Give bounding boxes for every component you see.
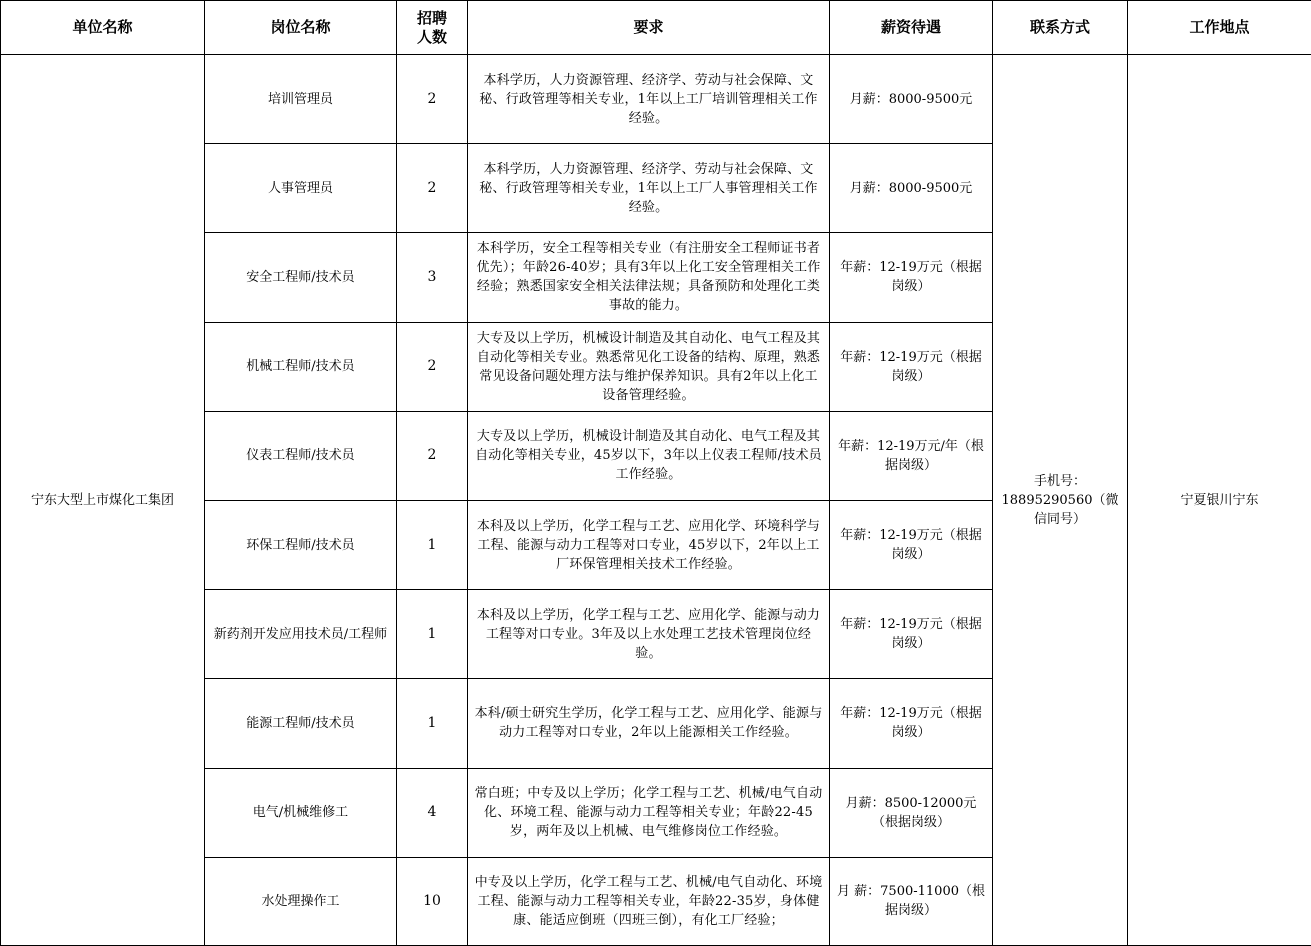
requirements-text: 本科及以上学历，化学工程与工艺、应用化学、环境科学与工程、能源与动力工程等对口专业，45岁以下，2年以上工厂环保管理相关技术工作经验。 bbox=[468, 500, 830, 589]
work-location: 宁夏银川宁东 bbox=[1128, 55, 1311, 946]
requirements-text: 本科及以上学历，化学工程与工艺、应用化学、能源与动力工程等对口专业。3年及以上水处理工艺技术管理岗位经验。 bbox=[468, 590, 830, 679]
position-name: 仪表工程师/技术员 bbox=[205, 411, 397, 500]
hire-count: 1 bbox=[397, 679, 468, 768]
position-name: 电气/机械维修工 bbox=[205, 768, 397, 857]
requirements-text: 常白班；中专及以上学历；化学工程与工艺、机械/电气自动化、环境工程、能源与动力工程等相关专业；年龄22-45岁，两年及以上机械、电气维修岗位工作经验。 bbox=[468, 768, 830, 857]
requirements-text: 大专及以上学历，机械设计制造及其自动化、电气工程及其自动化等相关专业。熟悉常见化工设备的结构、原理，熟悉常见设备问题处理方法与维护保养知识。具有2年以上化工设备管理经验。 bbox=[468, 322, 830, 411]
contact-info: 手机号：18895290560（微信同号） bbox=[993, 55, 1128, 946]
hire-count: 2 bbox=[397, 144, 468, 233]
position-name: 新药剂开发应用技术员/工程师 bbox=[205, 590, 397, 679]
header-unit: 单位名称 bbox=[1, 1, 205, 55]
hire-count: 10 bbox=[397, 857, 468, 945]
requirements-text: 本科/硕士研究生学历，化学工程与工艺、应用化学、能源与动力工程等对口专业，2年以上能源相关工作经验。 bbox=[468, 679, 830, 768]
salary-text: 月薪：8000-9500元 bbox=[830, 144, 993, 233]
header-location: 工作地点 bbox=[1128, 1, 1311, 55]
header-row bbox=[1, 1, 1311, 55]
salary-text: 年薪：12-19万元（根据岗级） bbox=[830, 590, 993, 679]
hire-count: 1 bbox=[397, 500, 468, 589]
salary-text: 月薪：8500-12000元（根据岗级） bbox=[830, 768, 993, 857]
position-name: 水处理操作工 bbox=[205, 857, 397, 945]
requirements-text: 大专及以上学历，机械设计制造及其自动化、电气工程及其自动化等相关专业，45岁以下，3年以上仪表工程师/技术员工作经验。 bbox=[468, 411, 830, 500]
hire-count: 2 bbox=[397, 322, 468, 411]
requirements-text: 本科学历，人力资源管理、经济学、劳动与社会保障、文秘、行政管理等相关专业，1年以上工厂培训管理相关工作经验。 bbox=[468, 55, 830, 144]
salary-text: 年薪：12-19万元（根据岗级） bbox=[830, 233, 993, 322]
position-name: 机械工程师/技术员 bbox=[205, 322, 397, 411]
salary-text: 月 薪：7500-11000（根据岗级） bbox=[830, 857, 993, 945]
position-name: 能源工程师/技术员 bbox=[205, 679, 397, 768]
salary-text: 年薪：12-19万元（根据岗级） bbox=[830, 322, 993, 411]
position-name: 培训管理员 bbox=[205, 55, 397, 144]
table-row bbox=[1, 55, 1311, 144]
position-name: 人事管理员 bbox=[205, 144, 397, 233]
hire-count: 2 bbox=[397, 55, 468, 144]
hire-count: 3 bbox=[397, 233, 468, 322]
salary-text: 年薪：12-19万元/年（根据岗级） bbox=[830, 411, 993, 500]
position-name: 安全工程师/技术员 bbox=[205, 233, 397, 322]
requirements-text: 本科学历，安全工程等相关专业（有注册安全工程师证书者优先）；年龄26-40岁；具有3年以上化工安全管理相关工作经验；熟悉国家安全相关法律法规；具备预防和处理化工类事故的能力。 bbox=[468, 233, 830, 322]
position-name: 环保工程师/技术员 bbox=[205, 500, 397, 589]
header-position: 岗位名称 bbox=[205, 1, 397, 55]
header-requirements: 要求 bbox=[468, 1, 830, 55]
header-salary: 薪资待遇 bbox=[830, 1, 993, 55]
requirements-text: 本科学历，人力资源管理、经济学、劳动与社会保障、文秘、行政管理等相关专业，1年以上工厂人事管理相关工作经验。 bbox=[468, 144, 830, 233]
header-contact: 联系方式 bbox=[993, 1, 1128, 55]
hire-count: 2 bbox=[397, 411, 468, 500]
hire-count: 4 bbox=[397, 768, 468, 857]
hire-count: 1 bbox=[397, 590, 468, 679]
salary-text: 年薪：12-19万元（根据岗级） bbox=[830, 679, 993, 768]
header-count: 招聘人数 bbox=[397, 1, 468, 55]
salary-text: 月薪：8000-9500元 bbox=[830, 55, 993, 144]
salary-text: 年薪：12-19万元（根据岗级） bbox=[830, 500, 993, 589]
company-name: 宁东大型上市煤化工集团 bbox=[1, 55, 205, 946]
requirements-text: 中专及以上学历，化学工程与工艺、机械/电气自动化、环境工程、能源与动力工程等相关专业，年龄22-35岁，身体健康、能适应倒班（四班三倒），有化工厂经验； bbox=[468, 857, 830, 945]
